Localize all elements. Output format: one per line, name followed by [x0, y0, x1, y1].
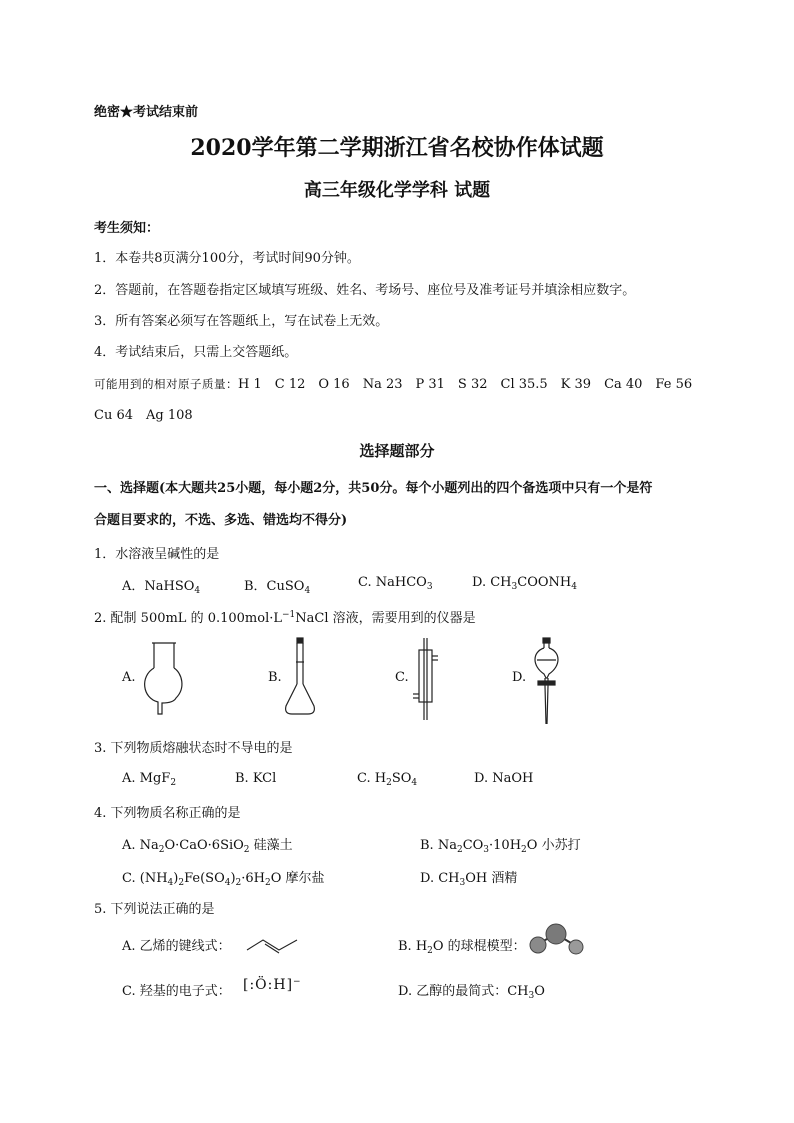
q3-stem: 3. 下列物质熔融状态时不导电的是 [94, 741, 293, 756]
notice-item-1: 1．本卷共8页满分100分，考试时间90分钟。 [94, 251, 360, 266]
q1-option-d: D. $CH_3COONH_4$ [472, 575, 577, 592]
separatory-funnel-icon [530, 636, 564, 728]
q4-option-b: B. $Na_2CO_3\cdot 10H_2O$ 小苏打 [420, 838, 581, 855]
notice-heading: 考生须知： [94, 221, 160, 236]
notice-item-3: 3．所有答案必须写在答题纸上，写在试卷上无效。 [94, 314, 389, 329]
q4-option-a: A. $Na_2O\cdot CaO\cdot 6SiO_2$ 硅藻土 [122, 838, 293, 855]
q1-option-b: B．CuSO$_4$ [244, 579, 311, 596]
hydroxyl-electron-formula: [:Ö:H]− [243, 977, 302, 993]
q2-label-d: D. [512, 670, 527, 685]
q1-option-a: A．NaHSO$_4$ [122, 579, 201, 596]
q4-option-d: D. $CH_3OH$ 酒精 [420, 871, 518, 888]
ethylene-skeletal-icon [245, 932, 301, 954]
water-ball-stick-icon [526, 922, 586, 958]
atomic-mass-line-2: Cu 64 Ag 108 [94, 408, 193, 423]
page-title: 2020学年第二学期浙江省名校协作体试题 [190, 135, 604, 161]
notice-item-4: 4．考试结束后，只需上交答题纸。 [94, 345, 298, 360]
confidential-mark: 绝密★考试结束前 [94, 105, 199, 120]
section-title: 选择题部分 [359, 442, 435, 460]
atomic-mass-values: H 1 C 12 O 16 Na 23 P 31 S 32 Cl 35.5 K 39 Ca 40 Fe 56 [238, 377, 693, 392]
q4-stem: 4. 下列物质名称正确的是 [94, 806, 241, 821]
q2-label-a: A. [122, 670, 136, 685]
q1-stem: 1．水溶液呈碱性的是 [94, 547, 220, 562]
page-subtitle: 高三年级化学学科 试题 [303, 180, 491, 201]
section-instructions-2: 合题目要求的，不选、多选、错选均不得分) [94, 513, 348, 528]
condenser-icon [410, 636, 440, 724]
q2-stem: 2. 配制 500mL 的 $0.100mol\cdot L^{-1}NaCl$ 溶液，需要用到的仪器是 [94, 610, 476, 626]
q2-label-b: B. [268, 670, 282, 685]
atomic-mass-label: 可能用到的相对原子质量： [94, 377, 238, 391]
section-instructions-1: 一、选择题(本大题共25小题，每小题2分，共50分。每个小题列出的四个备选项中只有一个是符 [94, 481, 653, 496]
q3-option-b: B. KCl [235, 771, 277, 786]
q5-option-c: C. 羟基的电子式： [122, 984, 231, 999]
q3-option-c: C. $H_2SO_4$ [357, 771, 418, 788]
q5-option-b: B. $H_2O$ 的球棍模型： [398, 939, 526, 956]
round-bottom-flask-icon [140, 640, 190, 724]
q2-label-c: C. [395, 670, 409, 685]
atomic-mass-line-1 [94, 373, 692, 392]
q5-stem: 5. 下列说法正确的是 [94, 902, 215, 917]
q3-option-d: D. NaOH [474, 771, 534, 786]
notice-item-2: 2．答题前，在答题卷指定区域填写班级、姓名、考场号、座位号及准考证号并填涂相应数字。 [94, 283, 636, 298]
q4-option-c: C. $(NH_4)_2Fe(SO_4)_2\cdot 6H_2O$ 摩尔盐 [122, 871, 325, 888]
q5-option-a: A. 乙烯的键线式： [122, 939, 231, 954]
q1-option-c: C. NaHCO$_3$ [358, 575, 433, 592]
q3-option-a: A. MgF$_2$ [122, 771, 177, 788]
volumetric-flask-icon [280, 636, 320, 718]
q5-option-d: D. 乙醇的最简式：$CH_3O$ [398, 984, 545, 1001]
